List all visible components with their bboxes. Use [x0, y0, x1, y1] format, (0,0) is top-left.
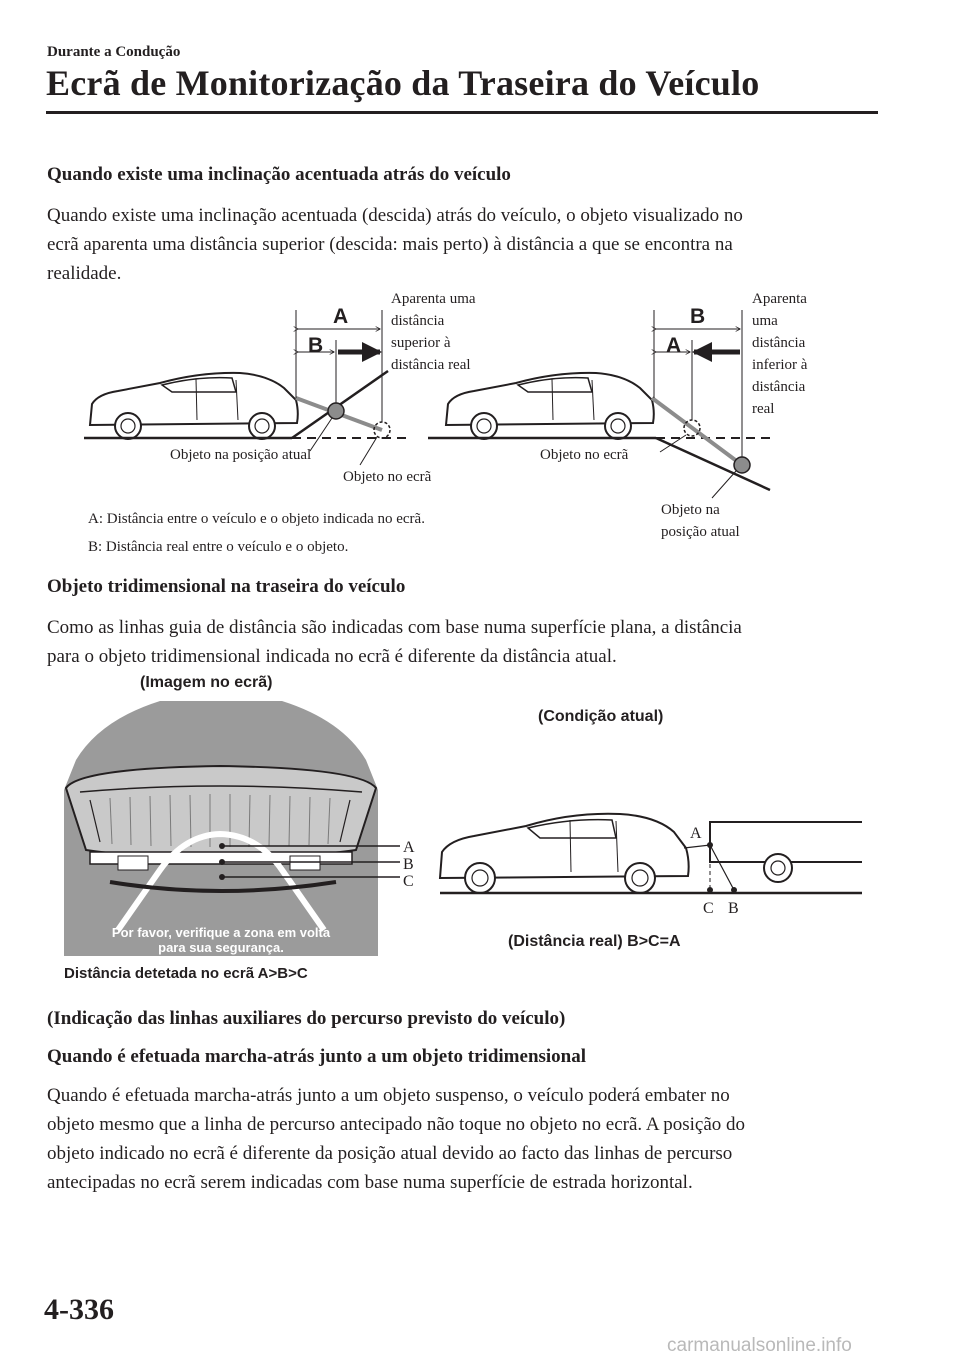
- actual-title: (Condição atual): [538, 708, 664, 725]
- note-line: real: [752, 401, 775, 417]
- note-right: [752, 291, 808, 417]
- actual-label-b: B: [728, 900, 739, 917]
- watermark[interactable]: carmanualsonline.info: [667, 1335, 852, 1356]
- note-line: superior à: [391, 335, 451, 351]
- object-actual-left: [328, 403, 344, 419]
- actual-caption: (Distância real) B>C=A: [508, 933, 681, 950]
- label-b-right: B: [690, 305, 706, 328]
- 3d-object-diagram: [0, 665, 960, 995]
- section-label: Durante a Condução: [47, 44, 181, 60]
- label-obj-screen-right: Objeto no ecrã: [540, 447, 629, 463]
- label-a-right: A: [666, 334, 682, 357]
- note-line: distância: [391, 313, 445, 329]
- text-line: ecrã aparenta uma distância superior (descida: mais perto) à distância a que se encontra na: [47, 234, 733, 255]
- text-line: objeto mesmo que a linha de percurso antecipado não toque no objeto no ecrã. A posição do: [47, 1114, 746, 1135]
- screen-label-a: A: [403, 839, 415, 856]
- text-line: Quando existe uma inclinação acentuada (descida) atrás do veículo, o objeto visualizado no: [47, 205, 743, 226]
- note-line: uma: [752, 313, 778, 329]
- point-c: [707, 887, 713, 893]
- text-line: realidade.: [47, 263, 122, 284]
- section-heading-3d-object: Objeto tridimensional na traseira do veículo: [47, 576, 406, 597]
- slope-diagram: [0, 280, 960, 570]
- car-left-icon: [90, 373, 298, 439]
- sight-line-right: [652, 398, 742, 465]
- screen-warning: para sua segurança.: [158, 940, 284, 955]
- title-rule: [46, 111, 878, 114]
- legend-b: B: Distância real entre o veículo e o objeto.: [88, 539, 349, 555]
- paragraph-3d-object: [47, 613, 742, 671]
- screen-label-b: B: [403, 856, 414, 873]
- note-line: inferior à: [752, 357, 808, 373]
- label-obj-screen-left: Objeto no ecrã: [343, 469, 432, 485]
- page-number: 4-336: [44, 1293, 114, 1326]
- section-heading-guide-lines: (Indicação das linhas auxiliares do percurso previsto do veículo): [47, 1008, 566, 1029]
- label-a-left: A: [333, 305, 349, 328]
- note-line: Aparenta uma: [391, 291, 476, 307]
- actual-label-a: A: [690, 825, 702, 842]
- label-obj-actual-left: Objeto na posição atual: [170, 447, 312, 463]
- paragraph-slope: [47, 201, 743, 288]
- text-line: Como as linhas guia de distância são indicadas com base numa superfície plana, a distância: [47, 617, 742, 638]
- screen-title: (Imagem no ecrã): [140, 674, 273, 691]
- leader-line: [360, 437, 377, 465]
- text-line: para o objeto tridimensional indicada no ecrã é diferente da distância atual.: [47, 646, 617, 667]
- trailer-icon: [710, 822, 862, 882]
- object-actual-right: [734, 457, 750, 473]
- text-line: antecipadas no ecrã serem indicadas com base numa superfície de estrada horizontal.: [47, 1172, 693, 1193]
- note-line: distância: [752, 335, 806, 351]
- note-line: distância real: [391, 357, 471, 373]
- label-obj-actual-right: posição atual: [661, 524, 740, 540]
- text-line: Quando é efetuada marcha-atrás junto a um objeto suspenso, o veículo poderá embater no: [47, 1085, 730, 1106]
- text-line: objeto indicado no ecrã é diferente da posição atual devido ao facto das linhas de percurso: [47, 1143, 733, 1164]
- screen-label-c: C: [403, 873, 414, 890]
- car-right-icon: [446, 373, 654, 439]
- paragraph-reversing: [47, 1081, 745, 1197]
- section-heading-reversing: Quando é efetuada marcha-atrás junto a um objeto tridimensional: [47, 1046, 587, 1067]
- note-line: Aparenta: [752, 291, 807, 307]
- note-left: [391, 291, 476, 373]
- screen-caption: Distância detetada no ecrã A>B>C: [64, 965, 308, 982]
- point-a: [707, 842, 713, 848]
- rear-camera-screen: [64, 701, 378, 956]
- section-heading-slope: Quando existe uma inclinação acentuada atrás do veículo: [47, 164, 511, 185]
- point-b: [731, 887, 737, 893]
- legend-a: A: Distância entre o veículo e o objeto indicada no ecrã.: [88, 511, 425, 527]
- label-b-left: B: [308, 334, 324, 357]
- screen-warning: Por favor, verifique a zona em volta: [111, 925, 331, 940]
- leader-line: [712, 471, 736, 498]
- actual-label-c: C: [703, 900, 714, 917]
- note-line: distância: [752, 379, 806, 395]
- page-title: Ecrã de Monitorização da Traseira do Veículo: [46, 63, 760, 103]
- car-actual-icon: [440, 814, 689, 893]
- label-obj-actual-right: Objeto na: [661, 502, 720, 518]
